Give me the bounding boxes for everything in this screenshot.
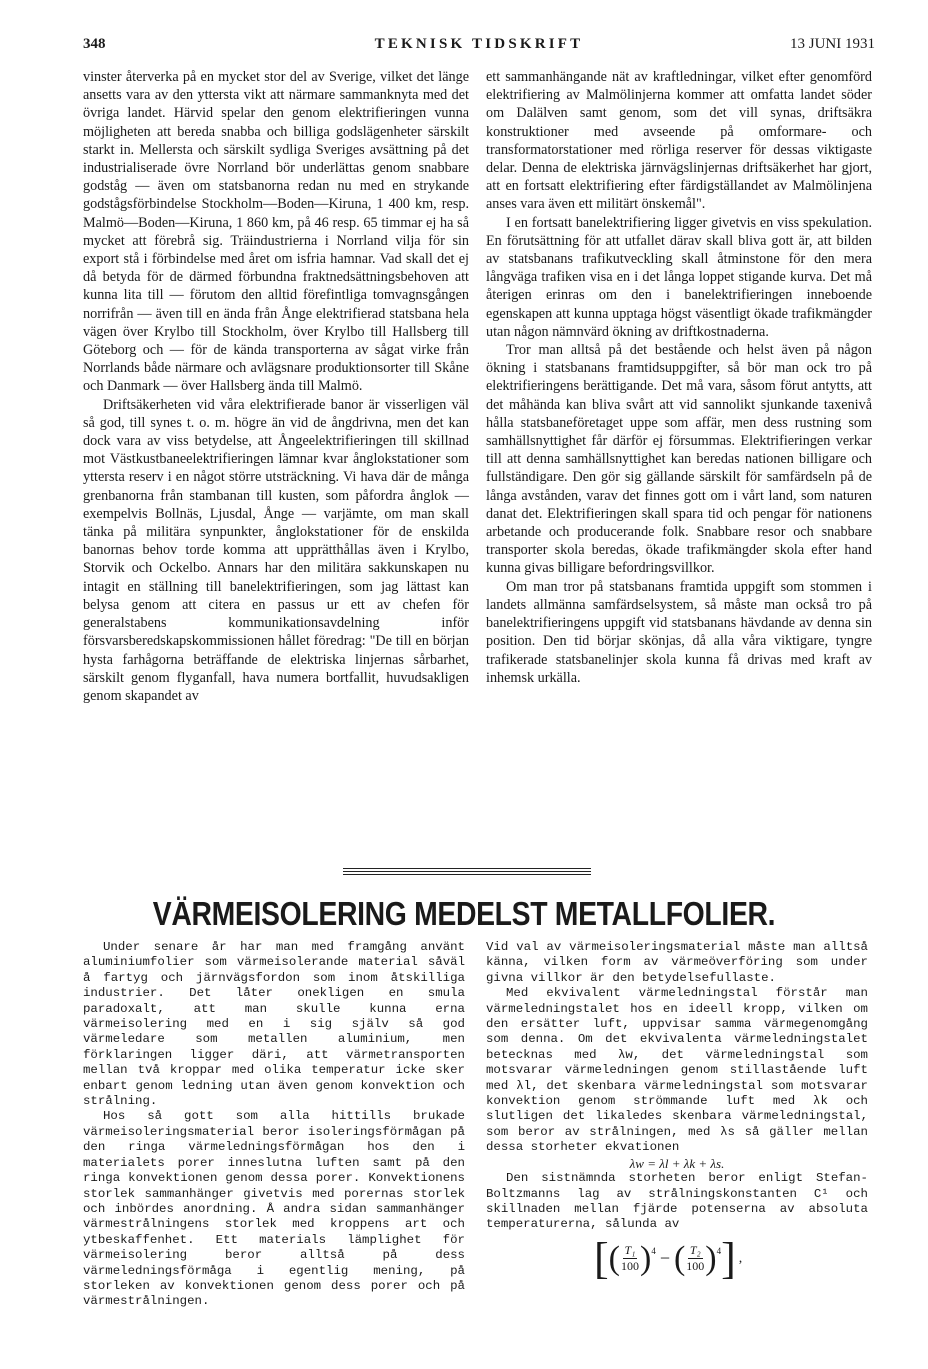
paragraph: Med ekvivalent värmeledningstal förstår man värmeledningstalet hos en ideell kropp, vilken om den ersätter luft, uppvisar samma värmegenomgång som denna. Om det ekvivalenta värmeledningstalet betecknas med λw, det värmeledningstal som motsvarar värmeledningen genom stillastående luft med λl, det skenbara värmeledningstal som motsvarar konvektion genom strömmande luft med λk och slutligen det likaledes skenbara värmeledningstal, som beror av strålningen, med λs så gäller mellan dessa storheter ekvationen — [486, 986, 868, 1155]
divider-line — [343, 874, 591, 875]
paragraph: Driftsäkerheten vid våra elektrifierade banor är visserligen väl så god, till synes t. o. m. högre än vid de ångdrivna, men det kan dock vara av viss betydelse, att Ångeelektrifieringen till skillnad mot Västkustbaneelektrifieringen lämnar kvar ånglokstationer som yttersta reserv i en något större utsträckning. Vi hava där de många grenbanorna från stambanan till kusten, som påfordra ånglok — exempelvis Bollnäs, Ljusdal, Ånge — varjämte, om man skall tänka på militära synpunkter, ånglokstationer för de enskilda banornas behov torde komma att upprätthållas även i Krylbo, Storvik och Ockelbo. Annars har den militära sakkunskapen nu intagit en ställning till banelektrifieringen, som jag lättast kan belysa genom att citera en passus ur ett av chefen för generalstabens kommunikationsavdelning inför försvarsberedskapskommissionen hållet föredrag: "De till en början hysta farhågorna beträffande de elektriska linjernas sårbarhet, särskilt genom flyganfall, hava numera bortfallit, huvudsakligen genom skapandet av — [83, 396, 469, 704]
paragraph: Den sistnämnda storheten beror enligt Stefan-Boltzmanns lag av strålningskonstanten C¹ och skillnaden mellan fjärde potenserna av absoluta temperaturerna, sålunda av — [486, 1171, 868, 1232]
paragraph: Under senare år har man med framgång använt aluminiumfolier som värmeisolerande material såväl å fartyg och järnvägsfordon som inom åtskilliga industrier. Det låter onekligen en smula paradoxalt, att man skulle kunna erna värmeisolering med en i sig själv så god värmeledare som metallen aluminium, men förklaringen ligger däri, att värmetransporten mellan två kroppar med olika temperatur icke sker enbart genom ledning utan även genom konvektion och strålning. — [83, 940, 465, 1109]
article-title: VÄRMEISOLERING MEDELST METALLFOLIER. — [152, 895, 776, 932]
section-divider — [343, 868, 591, 877]
page-number: 348 — [83, 36, 106, 52]
bracket-close: ] — [721, 1233, 736, 1283]
article1-column-right — [486, 68, 872, 687]
exponent: 4 — [716, 1246, 722, 1257]
article2-column-left — [83, 940, 465, 1310]
trailing-comma: , — [738, 1251, 743, 1267]
bracket-open: [ — [594, 1233, 609, 1283]
paragraph: Tror man alltså på det bestående och helst även på någon ökning i statsbanans framtidsuppgifter, så bör man ock tro på elektrifieringens berättigande. Det må vara, såsom förut antytts, att det måhända kan bliva svårt att vid sannolikt sjunkande taxenivå hålla statsbaneföretaget uppe som affär, men dess rustning som samhällsnyttighet får därför ej försummas. Elektrifieringen verkar till att denna samhällsnyttighet kan beredas nationen billigare och fullständigare. Den gör sig gällande särskilt för samfärdseln på de långa avstånden, varav det finnes gott om i vårt land, som naturen danat det. Elektrifieringen skall spara tid och pengar för nationens arbetande och producerande folk. Snabbare resor och snabbare transporter skola beredas, ökade trafikmängder skola efter hand kunna givas billigare befordringsvillkor. — [486, 342, 872, 577]
paren-open: ( — [608, 1239, 620, 1277]
paren-close: ) — [639, 1239, 652, 1277]
paren-close: ) — [705, 1239, 717, 1277]
paragraph: Vid val av värmeisoleringsmaterial måste man alltså känna, vilken form av värmeöverföring som under givna villkor är den betydelsefullaste. — [486, 940, 868, 985]
fraction-t1 — [621, 1243, 639, 1275]
divider-line — [343, 871, 591, 872]
article2-column-right — [486, 940, 868, 1283]
journal-title: TEKNISK TIDSKRIFT — [374, 36, 584, 52]
divider-line — [343, 868, 591, 869]
equation: λw = λl + λk + λs. — [629, 1155, 725, 1171]
denominator: 100 — [686, 1259, 705, 1274]
article1-column-left — [83, 68, 469, 705]
issue-date: 13 JUNI 1931 — [790, 36, 875, 52]
denominator: 100 — [620, 1259, 639, 1274]
paragraph: Hos så gott som alla hittills brukade värmeisoleringsmaterial beror isoleringsförmågan på den ringa värmeledningsförmågan hos den i materialets porer inneslutna luften samt på den ringa konvektionen genom dessa porer. Konvektionens storlek sammanhänger givetvis med porernas storlek och inbördes anordning. Å andra sidan sammanhänger värmestrålningens storlek med kroppens art och ytbeskaffenhet. Ett materials lämplighet för värmeisolering beror alltså på dess värmeledningsförmåga i egentlig mening, på storleken av konvektionen genom dess porer och på värmestrålningen. — [83, 1109, 465, 1309]
paragraph: Om man tror på statsbanans framtida uppgift som stommen i landets allmänna samfärdselsystem, så måste man också tro på banelektrifieringens uppgift vid statsbanans hävdande av denna sin position. Den tid börjar skönjas, då alla våra viktigare, tyngre trafikerade statsbanelinjer skola kunna få drivas med kraft av inhemsk urkälla. — [486, 578, 872, 686]
paragraph: vinster återverka på en mycket stor del av Sverige, vilket det länge ansetts vara av den yttersta vikt att närmare sammanknyta med det övriga landet. Härvid spelar den genom elektrifieringen vunna möjligheten att bereda snabba och billiga godslägenheter särskilt starkt in. Mellersta och särskilt sydliga Sveriges avsättning på det industrialiserade övre Norrland bör underlättas genom snabbare godståg — även om statsbanorna redan nu med en strykande godstågsförbindelse Stockholm—Boden—Kiruna, 1 400 km, resp. Malmö—Boden—Kiruna, 1 860 km, på 46 resp. 65 timmar ej ha så mycket att förebrå sig. Träindustrierna i Norrland vilja för sin export stå i förbindelse med året om isfria hamnar. Vad skall det ej då betyda för de därmed förbundna fraktnedsättningsbehoven att kunna lita till — förutom den alltid förefintliga tomvagnsgången norrifrån — även till en ända från Ånge elektrifierad statsbana hela vägen över Krylbo till Stockholm, över Krylbo till Hallsberg till Göteborg och — för de kända transporterna av sågat virke från Norrlands både närmare och avlägsnare produktionsorter till Skåne och Danmark — över Hallsberg ända till Malmö. — [83, 69, 469, 395]
exponent: 4 — [651, 1246, 656, 1257]
page-header — [83, 36, 875, 58]
numerator: T₁ — [623, 1243, 638, 1259]
paragraph: I en fortsatt banelektrifiering ligger givetvis en viss spekulation. En förutsättning för att utfallet därav skall bliva gott är, att bilden av statsbanans trafikutveckling skall åtminstone för den mera långväga trafiken visa en i det långa loppet stigande kurva. Det må återigen erinras om den i banelektrifieringen inneboende egenskapen att kunna upptaga högst väsentligt ökade trafikmängder utan någon nämnvärd ökning av driftkostnaderna. — [486, 214, 872, 340]
radiation-formula — [594, 1233, 868, 1283]
paren-open: ( — [673, 1239, 686, 1277]
numerator: T₂ — [688, 1243, 703, 1259]
fraction-t2 — [686, 1243, 704, 1275]
minus-sign: − — [659, 1248, 670, 1269]
paragraph: ett sammanhängande nät av kraftledningar, vilket efter genomförd elektrifiering av Malmölinjerna kommer att omfatta landet söder om Dalälven samt genom, som det vill synas, driftsäkra konstruktioner med avseende på omformare- och transformatorstationer med rörliga reserver för dessas viktigaste delar. Denna de elektriska järnvägslinjernas driftsäkerhet har gjort, att en fortsatt elektrifiering efter färdigställandet av Malmölinjena anses vara även ett militärt önskemål". — [486, 69, 872, 213]
